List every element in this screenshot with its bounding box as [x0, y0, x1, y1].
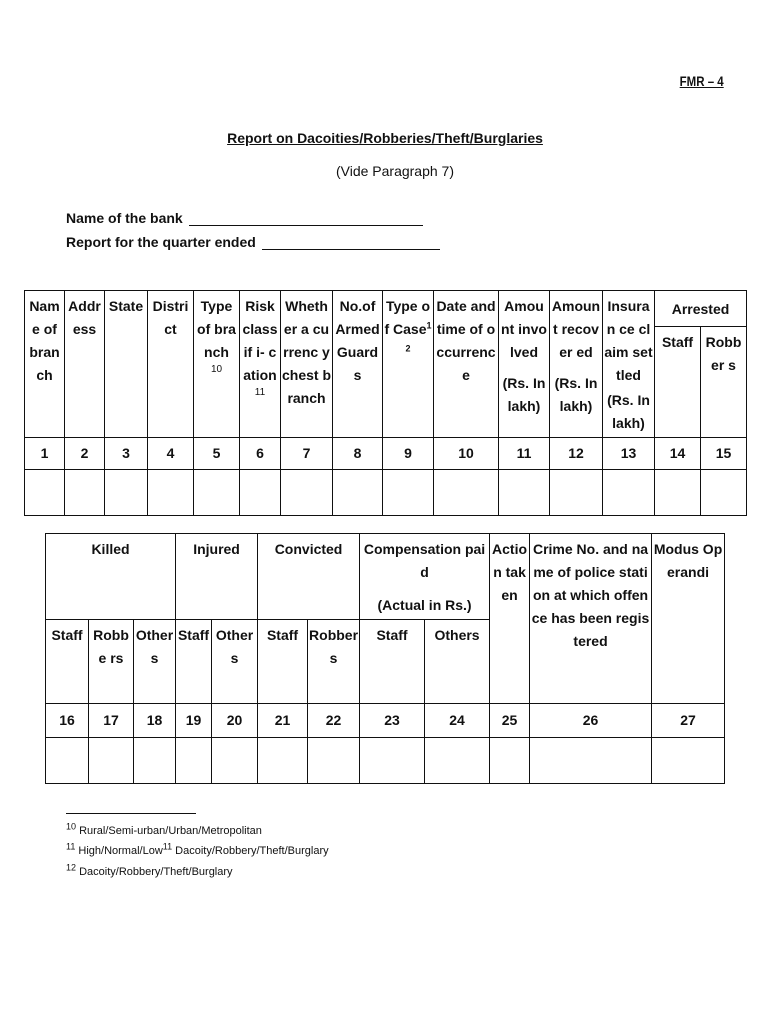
- header-amount-recovered: [550, 291, 603, 438]
- footnote-text: Rural/Semi-urban/Urban/Metropolitan: [79, 825, 262, 837]
- footnote-12: [66, 862, 233, 878]
- type-of-branch-text: Type of branch: [197, 298, 236, 360]
- header-currency-chest: Whether a currenc y chest branch: [281, 291, 333, 438]
- bank-name-line[interactable]: [189, 211, 423, 226]
- footnote-text: Dacoity/Robbery/Theft/Burglary: [79, 866, 233, 878]
- type-of-case-text: Type of Case: [384, 298, 431, 337]
- header-state: State: [105, 291, 148, 438]
- entry-cell[interactable]: [652, 738, 725, 784]
- column-number: 10: [434, 438, 499, 470]
- compensation-text: Compensation paid: [363, 541, 486, 580]
- bank-name-field[interactable]: [66, 210, 423, 226]
- column-number: 12: [550, 438, 603, 470]
- header-armed-guards: No.of Armed Guards: [333, 291, 383, 438]
- entry-cell[interactable]: [383, 470, 434, 516]
- compensation-unit: (Actual in Rs.): [377, 597, 472, 613]
- entry-cell[interactable]: [258, 738, 308, 784]
- header-arrested: Arrested: [655, 291, 747, 327]
- footnote-number: 11: [66, 841, 76, 852]
- amount-recovered-unit: (Rs. In lakh): [554, 375, 598, 414]
- quarter-ended-line[interactable]: [262, 235, 440, 250]
- entry-cell[interactable]: [655, 470, 701, 516]
- entry-cell[interactable]: [490, 738, 530, 784]
- risk-classification-text: Risk classif i- cation: [242, 298, 278, 383]
- column-number: 18: [134, 704, 176, 738]
- header-injured-staff: Staff: [176, 620, 212, 704]
- entry-cell[interactable]: [212, 738, 258, 784]
- column-number: 25: [490, 704, 530, 738]
- entry-cell[interactable]: [176, 738, 212, 784]
- footnote-text: High/Normal/Low: [78, 845, 163, 857]
- entry-cell[interactable]: [530, 738, 652, 784]
- column-number: 15: [701, 438, 747, 470]
- outcome-table: [45, 533, 725, 784]
- header-insurance-claim: [603, 291, 655, 438]
- header-killed-staff: Staff: [46, 620, 89, 704]
- entry-cell[interactable]: [499, 470, 550, 516]
- header-date-time: Date and time of occurrenc e: [434, 291, 499, 438]
- header-convicted-staff: Staff: [258, 620, 308, 704]
- entry-cell[interactable]: [308, 738, 360, 784]
- quarter-ended-field[interactable]: [66, 234, 440, 250]
- entry-cell[interactable]: [240, 470, 281, 516]
- entry-cell[interactable]: [701, 470, 747, 516]
- column-number: 16: [46, 704, 89, 738]
- amount-recovered-text: Amount recover ed: [551, 298, 601, 360]
- header-killed-robbers: Robbe rs: [89, 620, 134, 704]
- entry-cell[interactable]: [425, 738, 490, 784]
- column-number: 2: [65, 438, 105, 470]
- column-number: 14: [655, 438, 701, 470]
- header-convicted-robbers: Robbers: [308, 620, 360, 704]
- header-action-taken: Actio n taken: [490, 534, 530, 704]
- entry-cell[interactable]: [550, 470, 603, 516]
- column-number: 20: [212, 704, 258, 738]
- footnote-10: [66, 821, 262, 837]
- entry-cell[interactable]: [333, 470, 383, 516]
- header-amount-involved: [499, 291, 550, 438]
- entry-cell[interactable]: [134, 738, 176, 784]
- column-number: 1: [25, 438, 65, 470]
- column-number: 4: [148, 438, 194, 470]
- entry-cell[interactable]: [46, 738, 89, 784]
- entry-cell[interactable]: [194, 470, 240, 516]
- column-number: 22: [308, 704, 360, 738]
- header-type-of-branch: [194, 291, 240, 438]
- footnote-inner-number: 11: [162, 841, 173, 852]
- amount-involved-unit: (Rs. In lakh): [502, 375, 546, 414]
- column-number: 6: [240, 438, 281, 470]
- footnote-11: [66, 841, 329, 857]
- bank-name-label: Name of the bank: [66, 210, 183, 226]
- header-type-of-case: [383, 291, 434, 438]
- header-modus-operandi: Modus Operandi: [652, 534, 725, 704]
- header-killed: Killed: [46, 534, 176, 620]
- header-district: District: [148, 291, 194, 438]
- report-title: Report on Dacoities/Robberies/Theft/Burglaries: [227, 130, 543, 146]
- column-number: 7: [281, 438, 333, 470]
- footnote-text-continued: Dacoity/Robbery/Theft/Burglary: [172, 845, 329, 857]
- column-number: 8: [333, 438, 383, 470]
- column-number: 11: [499, 438, 550, 470]
- column-number: 19: [176, 704, 212, 738]
- entry-cell[interactable]: [105, 470, 148, 516]
- column-number: 3: [105, 438, 148, 470]
- report-subtitle: (Vide Paragraph 7): [335, 163, 455, 179]
- footnote-number: 10: [66, 821, 77, 832]
- header-arrested-robbers: Robber s: [701, 327, 747, 438]
- column-number: 13: [603, 438, 655, 470]
- column-number: 17: [89, 704, 134, 738]
- incident-table: [24, 290, 747, 516]
- column-number: 5: [194, 438, 240, 470]
- quarter-ended-label: Report for the quarter ended: [66, 234, 256, 250]
- header-compensation: [360, 534, 490, 620]
- insurance-claim-unit: (Rs. In lakh): [607, 392, 650, 431]
- footnote-ref-12: 12: [405, 320, 432, 354]
- column-number: 23: [360, 704, 425, 738]
- entry-cell[interactable]: [25, 470, 65, 516]
- entry-cell[interactable]: [89, 738, 134, 784]
- header-compensation-others: Others: [425, 620, 490, 704]
- header-compensation-staff: Staff: [360, 620, 425, 704]
- entry-cell[interactable]: [281, 470, 333, 516]
- entry-cell[interactable]: [434, 470, 499, 516]
- column-number: 26: [530, 704, 652, 738]
- entry-cell[interactable]: [65, 470, 105, 516]
- header-convicted: Convicted: [258, 534, 360, 620]
- footnote-ref-10: 10: [210, 364, 223, 375]
- footnote-divider: [66, 813, 196, 814]
- column-number: 21: [258, 704, 308, 738]
- entry-cell[interactable]: [148, 470, 194, 516]
- header-injured-others: Others: [212, 620, 258, 704]
- header-address: Address: [65, 291, 105, 438]
- header-injured: Injured: [176, 534, 258, 620]
- column-number: 27: [652, 704, 725, 738]
- header-crime-no: Crime No. and name of police station at which offence has been registered: [530, 534, 652, 704]
- header-risk-classification: [240, 291, 281, 438]
- column-number: 24: [425, 704, 490, 738]
- footnote-ref-11: 11: [254, 387, 266, 398]
- insurance-claim-text: Insuran ce claim settled: [604, 298, 653, 383]
- header-killed-others: Others: [134, 620, 176, 704]
- entry-cell[interactable]: [360, 738, 425, 784]
- amount-involved-text: Amount involved: [501, 298, 547, 360]
- entry-cell[interactable]: [603, 470, 655, 516]
- column-number: 9: [383, 438, 434, 470]
- form-reference: FMR – 4: [679, 73, 724, 89]
- header-arrested-staff: Staff: [655, 327, 701, 438]
- header-name-of-branch: Name of branch: [25, 291, 65, 438]
- footnote-number: 12: [66, 862, 77, 873]
